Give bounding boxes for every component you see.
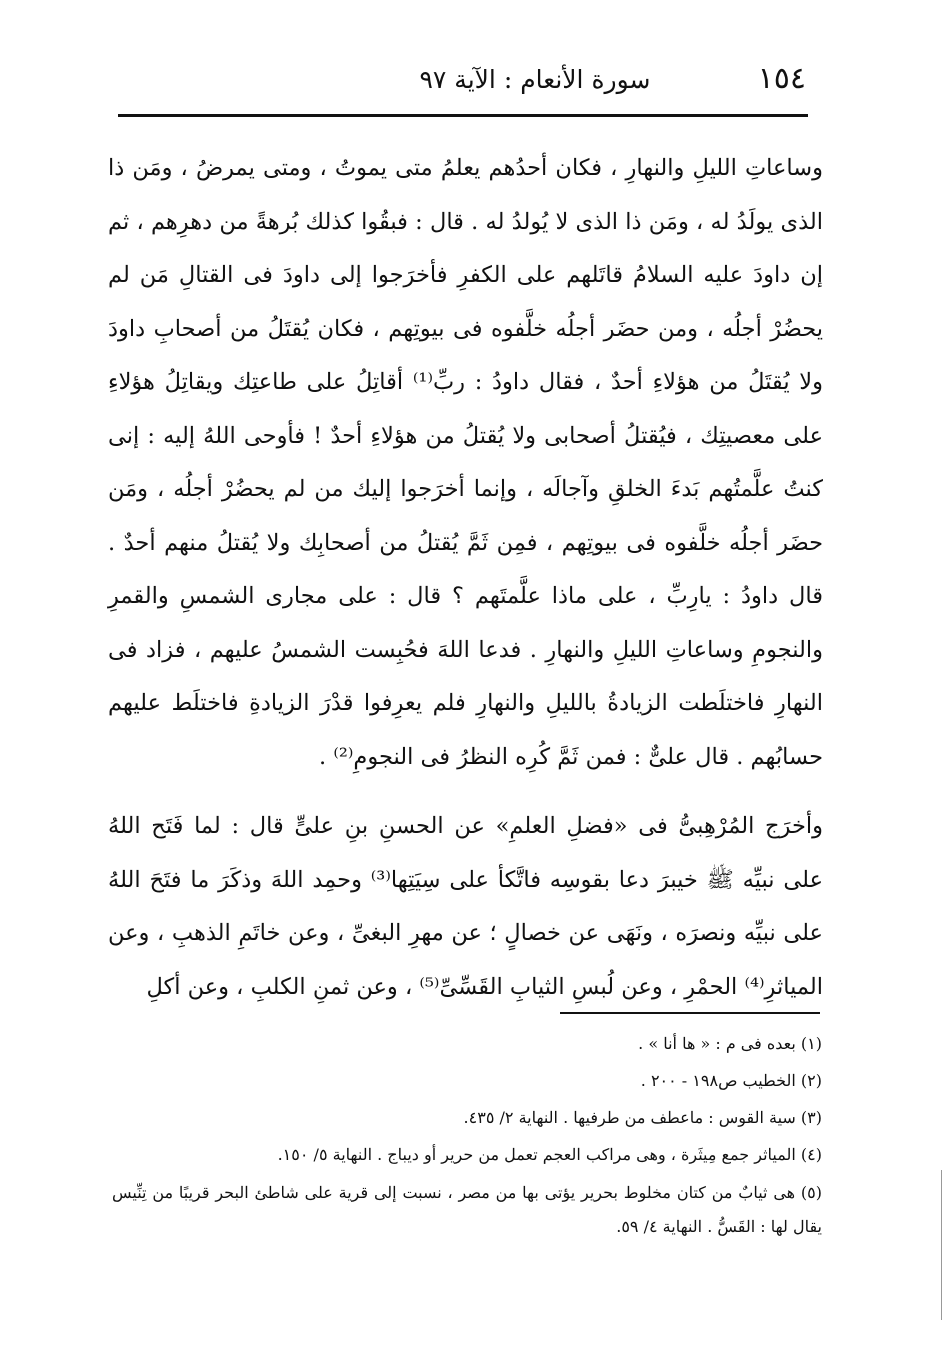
page-number: ١٥٤ bbox=[757, 61, 806, 96]
footnotes bbox=[112, 1025, 822, 1244]
paragraph: وساعاتِ الليلِ والنهارِ ، فكان أحدُهم يعلمُ متى يموتُ ، ومتى يمرضُ ، ومَن ذا الذى يولَدُ له ، ومَن ذا الذى لا يُولدُ له . قال : فبقُوا كذلك بُرهةً من دهرِهم ، ثم إن داودَ عليه السلامُ قاتَلهم على الكفرِ فأخرَجوا إلى داودَ فى القتالِ مَن لم يحضُرْ أجلُه ، ومن حضَر أجلُه خلَّفوه فى بيوتِهم ، فكان يُقتَلُ من أصحابِ داودَ ولا يُقتَلُ من هؤلاءِ أحدٌ ، فقال داودُ : ربِّ⁽¹⁾ أقاتِلُ على طاعتِك ويقاتِلُ هؤلاءِ على معصيتِك ، فيُقتلُ أصحابى ولا يُقتلُ من هؤلاءِ أحدٌ ! فأوحى اللهُ إليه : إنى كنتُ علَّمتُهم بَدءَ الخلقِ وآجالَه ، وإنما أخرَجوا إليك من لم يحضُرْ أجلُه ، ومَن حضَر أجلُه خلَّفوه فى بيوتِهم ، فمِن ثَمَّ يُقتلُ من أصحابِك ولا يُقتلُ منهم أحدٌ . قال داودُ : يارِبِّ ، على ماذا علَّمتَهم ؟ قال : على مجارى الشمسِ والقمرِ والنجومِ وساعاتِ الليلِ والنهارِ . فدعا اللهَ فحُبِست الشمسُ عليهم ، فزاد فى النهارِ فاختلَطت الزيادةُ بالليلِ والنهارِ فلم يعرِفوا قدْرَ الزيادةِ فاختلَط عليهم حسابُهم . قال علىٌّ : فمن ثَمَّ كُرِه النظرُ فى النجومِ⁽²⁾ . bbox=[108, 155, 823, 770]
running-title: سورة الأنعام : الآية ٩٧ bbox=[419, 65, 651, 94]
footnote: (٤) المياثر جمع مِيثَرة ، وهى مراكب العجم تعمل من حرير أو ديباج . النهاية ٥/ ١٥٠. bbox=[277, 1145, 822, 1164]
footnote-separator bbox=[560, 1012, 820, 1014]
footnote: (١) بعده فى م : « ها أنا » . bbox=[638, 1034, 822, 1053]
footnote: (٥) هى ثيابٌ من كتان مخلوط بحرير يؤتى بها من مصر ، نسبت إلى قرية على شاطئ البحر قريبًا من تِنِّيس يقال لها : القَسُّ . النهاية ٤/ ٥٩. bbox=[112, 1183, 822, 1236]
page-header bbox=[120, 58, 810, 108]
header-rule bbox=[118, 114, 808, 117]
paragraph: وأخرَج المُرْهِبىُّ فى «فضلِ العلمِ» عن الحسنِ بنِ علىٍّ قال : لما فَتَح اللهُ على نبيِّه ﷺ خيبرَ دعا بقوسِه فاتَّكأ على سِيَتِها⁽³⁾ وحمِد اللهَ وذكَرَ ما فتَحَ اللهُ على نبيِّه ونصرَه ، ونَهَى عن خصالٍ ؛ عن مهرِ البغىِّ ، وعن خاتَمِ الذهبِ ، وعن المياثرِ⁽⁴⁾ الحمْرِ ، وعن لُبسِ الثيابِ القَسِّىِّ⁽⁵⁾ ، وعن ثمنِ الكلبِ ، وعن أكلِ bbox=[108, 813, 823, 1000]
body-text bbox=[108, 142, 823, 1014]
footnote: (٢) الخطيب ص١٩٨ - ٢٠٠ . bbox=[640, 1071, 822, 1090]
footnote: (٣) سية القوس : ماعطف من طرفيها . النهاية ٢/ ٤٣٥. bbox=[463, 1108, 822, 1127]
page-edge-mark bbox=[941, 1170, 942, 1320]
